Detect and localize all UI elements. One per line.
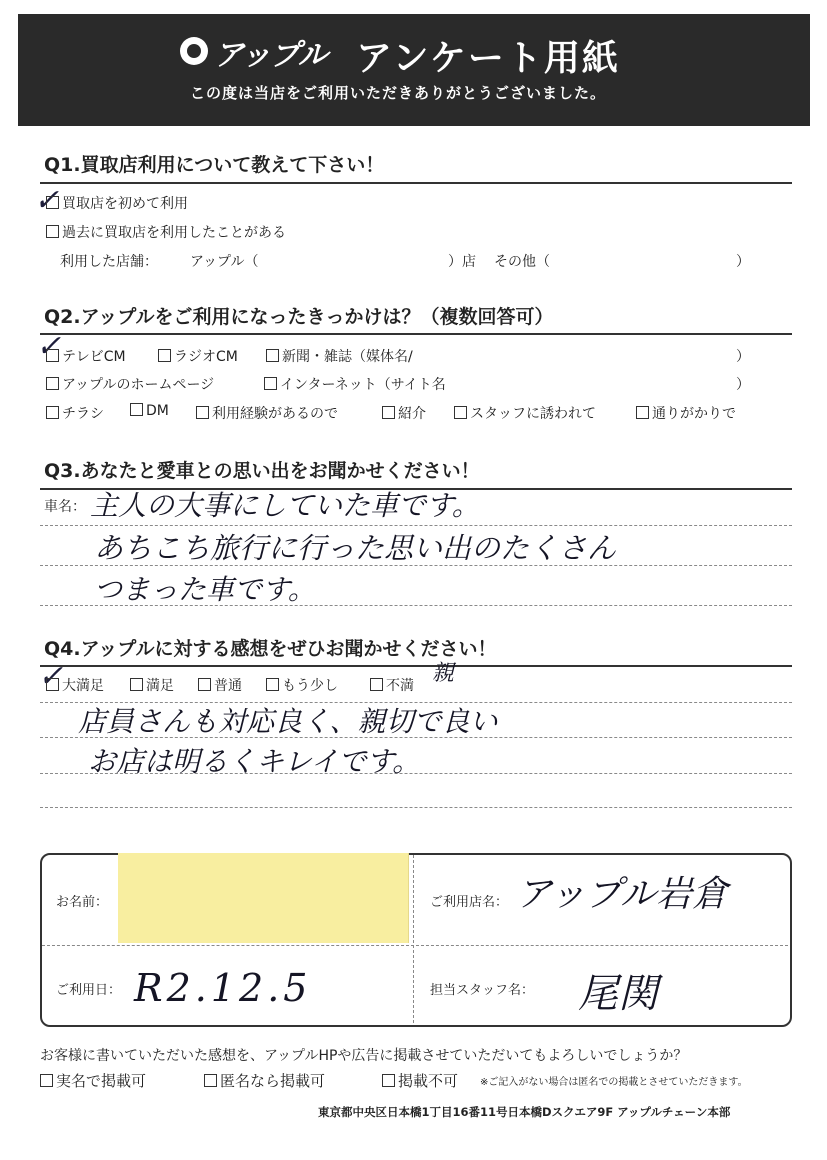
- q2-option-tv[interactable]: テレビCM: [46, 346, 126, 366]
- q2-option-staff[interactable]: スタッフに誘われて: [454, 403, 596, 423]
- checkbox-icon: [46, 678, 59, 691]
- page-subtitle: この度は当店をご利用いただきありがとうございました。: [190, 84, 607, 102]
- q1-option-past[interactable]: 過去に買取店を利用したことがある: [46, 222, 286, 242]
- staff-label: 担当スタッフ名：: [430, 983, 535, 998]
- q4-option-more[interactable]: もう少し: [266, 675, 338, 695]
- hq-address: 東京都中央区日本橋1丁目16番11号日本橋Dスクエア9F アップルチェーン本部: [318, 1105, 731, 1119]
- checkbox-icon: [196, 406, 209, 419]
- q4-line-4: [40, 807, 792, 808]
- q1-other-label: その他（: [494, 254, 550, 270]
- q2-news-close: ）: [736, 349, 750, 365]
- q1-store-suffix: ）店: [448, 254, 476, 270]
- checkbox-icon: [130, 403, 143, 416]
- page-title: アンケート用紙: [356, 38, 620, 79]
- q2-option-flyer[interactable]: チラシ: [46, 403, 104, 423]
- q4-option-dissatisfied[interactable]: 不満: [370, 675, 414, 695]
- q1-store-apple: アップル（: [190, 254, 259, 270]
- checkbox-icon: [266, 349, 279, 362]
- checkbox-icon: [46, 349, 59, 362]
- q3-handwriting-line-3: つまった車です。: [94, 573, 316, 606]
- q2-option-internet[interactable]: インターネット（サイト名: [264, 374, 446, 394]
- checkbox-icon: [382, 406, 395, 419]
- q4-handwriting-line-1: 店員さんも対応良く、親切で良い: [78, 705, 498, 738]
- q4-title: Q4.アップルに対する感想をぜひお聞かせください！: [44, 638, 497, 660]
- q3-handwriting-line-1: 主人の大事にしていた車です。: [90, 489, 480, 522]
- q4-rule: [40, 665, 792, 667]
- checkbox-icon: [382, 1074, 395, 1087]
- q4-check-mark: ✓: [38, 659, 64, 694]
- q1-rule: [40, 182, 792, 184]
- checkbox-icon: [264, 377, 277, 390]
- name-label: お名前：: [56, 895, 109, 910]
- q4-option-very-satisfied[interactable]: 大満足: [46, 675, 104, 695]
- q2-option-news[interactable]: 新聞・雑誌（媒体名/: [266, 346, 413, 366]
- q2-title: Q2.アップルをご利用になったきっかけは？（複数回答可）: [44, 306, 554, 328]
- checkbox-icon: [204, 1074, 217, 1087]
- q2-option-passing[interactable]: 通りがかりで: [636, 403, 736, 423]
- q2-rule: [40, 333, 792, 335]
- checkbox-icon: [46, 196, 59, 209]
- checkbox-icon: [158, 349, 171, 362]
- logo-text: アップル: [214, 38, 327, 73]
- date-label: ご利用日：: [56, 983, 122, 998]
- q1-other-close: ）: [736, 254, 750, 270]
- q2-check-mark: ✓: [36, 329, 62, 364]
- checkbox-icon: [130, 678, 143, 691]
- checkbox-icon: [266, 678, 279, 691]
- q4-option-satisfied[interactable]: 満足: [130, 675, 174, 695]
- q3-title: Q3.あなたと愛車との思い出をお聞かせください！: [44, 460, 480, 482]
- store-name-label: ご利用店名：: [430, 895, 509, 910]
- checkbox-icon: [46, 377, 59, 390]
- checkbox-icon: [454, 406, 467, 419]
- q4-handwriting-insert: 親: [432, 661, 455, 686]
- checkbox-icon: [40, 1074, 53, 1087]
- checkbox-icon: [636, 406, 649, 419]
- sticky-note-redaction: [118, 853, 409, 943]
- q4-option-normal[interactable]: 普通: [198, 675, 242, 695]
- q1-store-label: 利用した店舗：: [60, 254, 158, 270]
- checkbox-icon: [198, 678, 211, 691]
- q3-handwriting-line-2: あちこち旅行に行った思い出のたくさん: [94, 531, 617, 565]
- q4-handwriting-line-2: お店は明るくキレイです。: [88, 745, 421, 778]
- publish-option-no[interactable]: 掲載不可: [382, 1070, 458, 1091]
- q2-internet-close: ）: [736, 377, 750, 393]
- date-value: R2.12.5: [134, 966, 312, 1010]
- q1-title: Q1.買取店利用について教えて下さい！: [44, 154, 385, 176]
- publish-note: ※ご記入がない場合は匿名での掲載とさせていただきます。: [480, 1077, 748, 1088]
- staff-value: 尾関: [578, 971, 658, 1017]
- store-name-value: アップル岩倉: [516, 874, 729, 915]
- checkbox-icon: [370, 678, 383, 691]
- q2-option-referral[interactable]: 紹介: [382, 403, 426, 423]
- q1-option-first[interactable]: 買取店を初めて利用: [46, 193, 188, 213]
- q2-option-experience[interactable]: 利用経験があるので: [196, 403, 338, 423]
- checkbox-icon: [46, 225, 59, 238]
- checkbox-icon: [46, 406, 59, 419]
- car-name-label: 車名：: [44, 499, 86, 515]
- publish-question: お客様に書いていただいた感想を、アップルHPや広告に掲載させていただいてもよろしいでしょうか？: [40, 1048, 688, 1064]
- info-box-divider-v: [413, 855, 414, 1023]
- q2-option-homepage[interactable]: アップルのホームページ: [46, 374, 214, 394]
- q2-option-dm[interactable]: DM: [130, 403, 169, 419]
- q1-check-mark: ✓: [34, 183, 60, 218]
- apple-logo-icon: [180, 37, 208, 65]
- q2-option-radio[interactable]: ラジオCM: [158, 346, 238, 366]
- publish-option-real-name[interactable]: 実名で掲載可: [40, 1070, 146, 1091]
- publish-option-anonymous[interactable]: 匿名なら掲載可: [204, 1070, 325, 1091]
- info-box-divider-h: [42, 945, 788, 946]
